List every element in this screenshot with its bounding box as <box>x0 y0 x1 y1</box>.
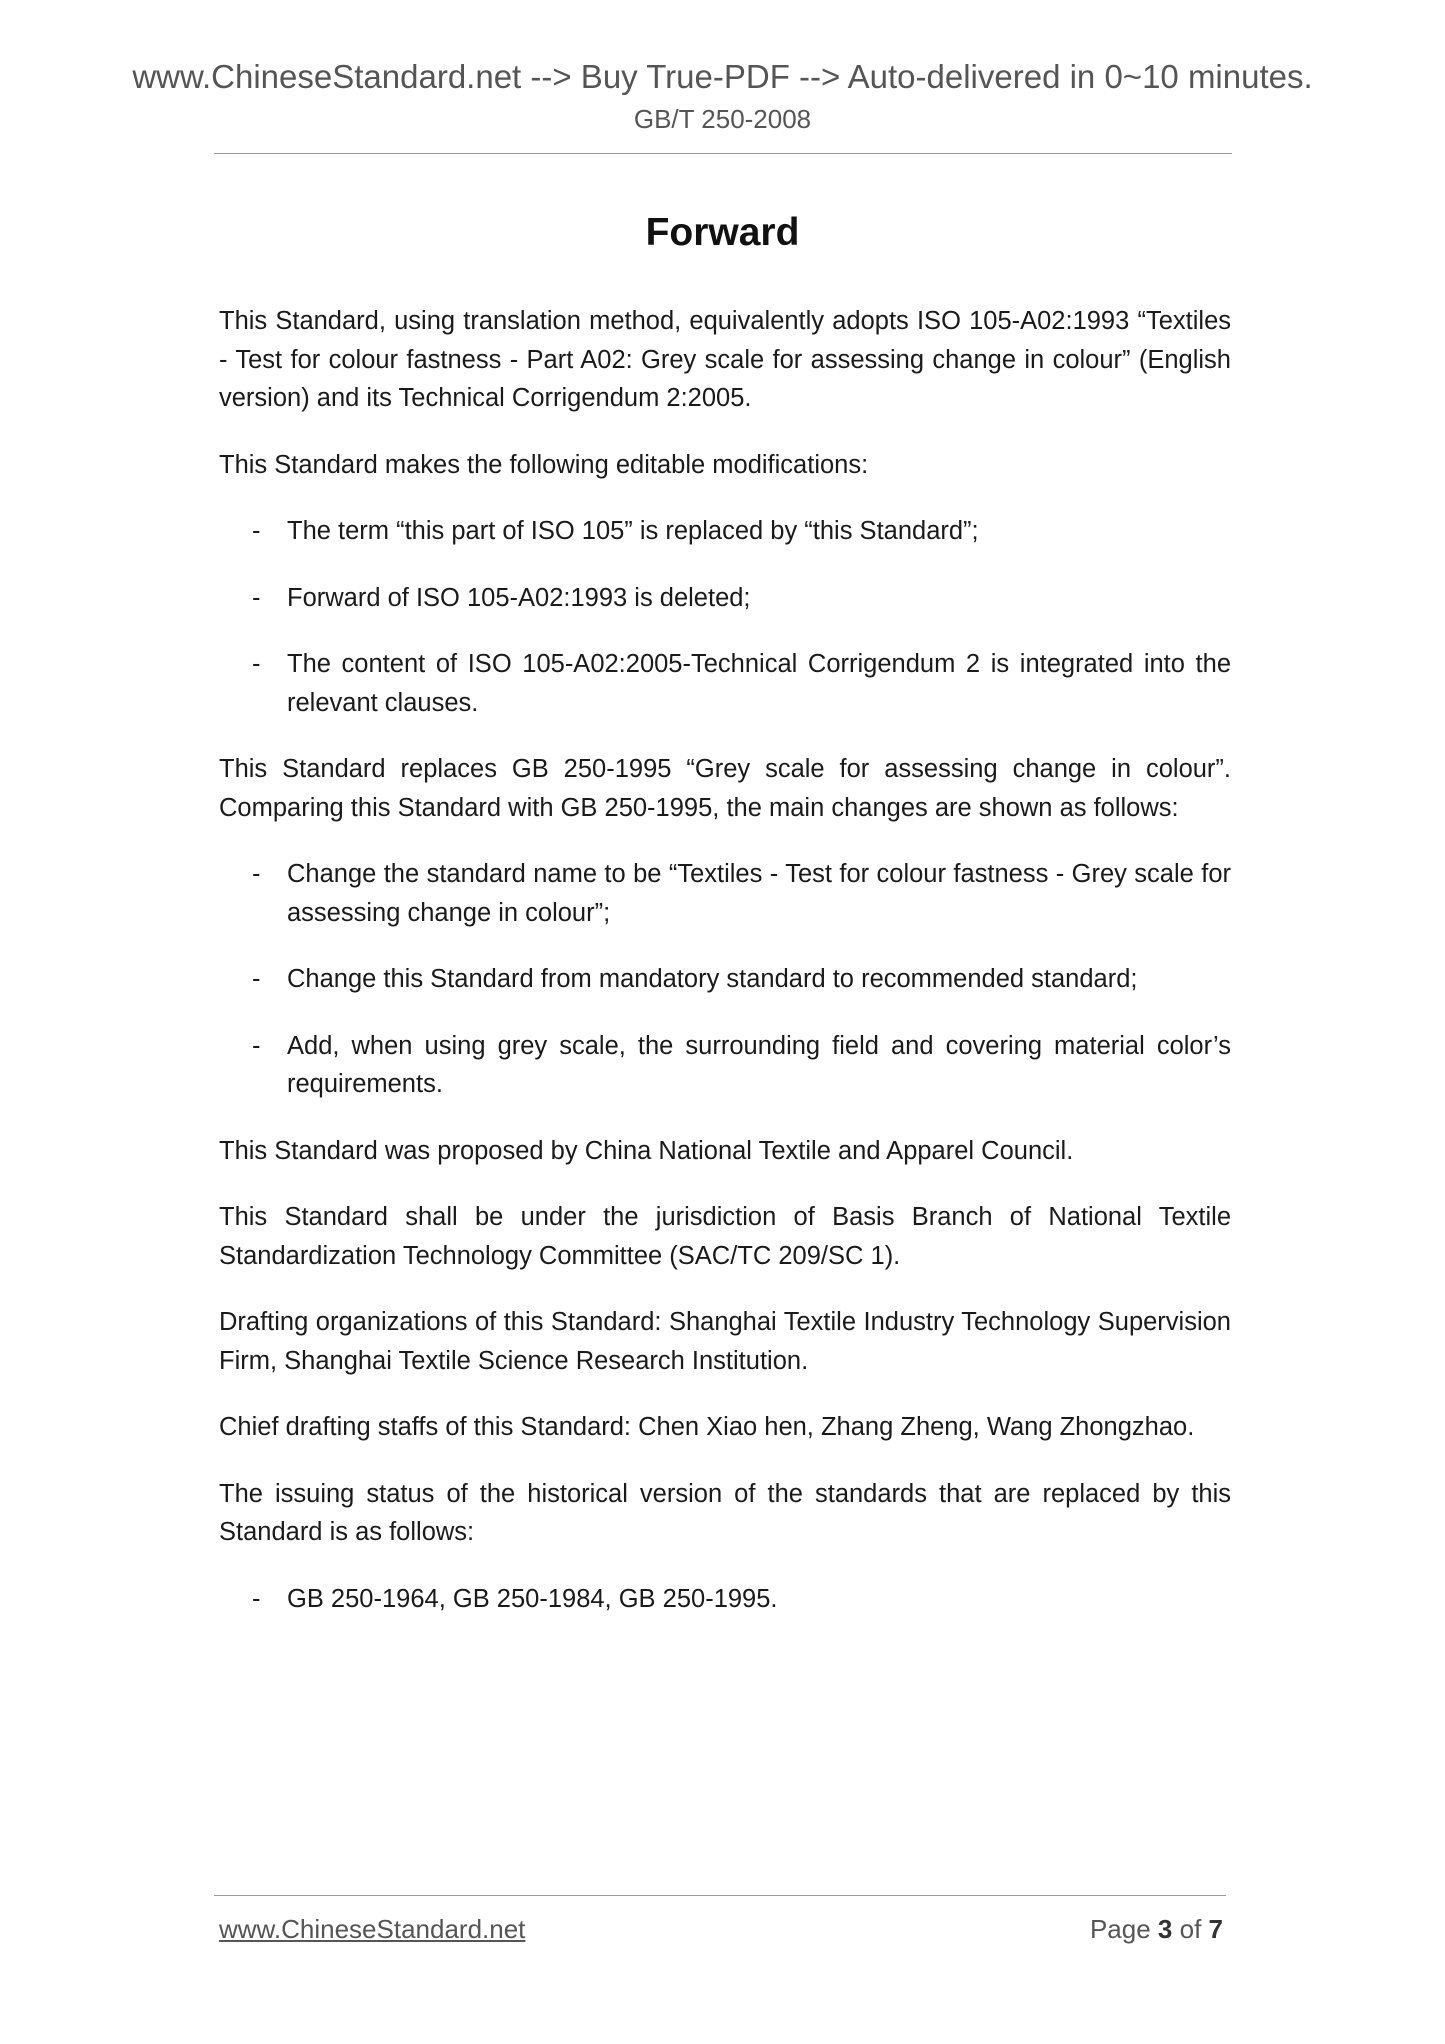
paragraph-jurisdiction: This Standard shall be under the jurisdiction of Basis Branch of National Textile Standardization Technology Committee (SAC/TC 209/SC 1). <box>219 1203 1231 1270</box>
list-item-text: The content of ISO 105-A02:2005-Technical Corrigendum 2 is integrated into the relevant clauses. <box>287 650 1231 717</box>
list-item <box>219 1580 1231 1619</box>
list-item-text: Change this Standard from mandatory standard to recommended standard; <box>287 965 1138 993</box>
list-item <box>219 960 1231 999</box>
bullet-dash: - <box>252 517 261 545</box>
paragraph-proposed-by: This Standard was proposed by China National Textile and Apparel Council. <box>219 1136 1074 1165</box>
document-body <box>219 302 1231 1646</box>
list-item-text: The term “this part of ISO 105” is replaced by “this Standard”; <box>287 517 979 545</box>
page-of-label: of <box>1179 1914 1202 1944</box>
list-item <box>219 512 1231 551</box>
paragraph-drafting-staff: Chief drafting staffs of this Standard: Chen Xiao hen, Zhang Zheng, Wang Zhongzhao. <box>219 1413 1195 1441</box>
footer-divider <box>214 1895 1226 1896</box>
paragraph-history-intro: The issuing status of the historical version of the standards that are replaced by this Standard is as follows: <box>219 1479 1231 1546</box>
paragraph-drafting-organizations: Drafting organizations of this Standard: Shanghai Textile Industry Technology Supervision Firm, Shanghai Textile Science Research Institution. <box>219 1308 1231 1375</box>
list-item-text: GB 250-1964, GB 250-1984, GB 250-1995. <box>287 1584 778 1613</box>
header-divider <box>214 153 1232 154</box>
list-item <box>219 579 1231 618</box>
list-item-text: Forward of ISO 105-A02:1993 is deleted; <box>287 583 751 612</box>
bullet-dash: - <box>252 965 261 993</box>
paragraph-adoption: This Standard, using translation method, equivalently adopts ISO 105-A02:1993 “Textiles - Test for colour fastness - Part A02: Grey scale for assessing change in colour” (English version) and its Technical Corrigendum 2:2005. <box>219 307 1231 412</box>
list-item-text: Change the standard name to be “Textiles - Test for colour fastness - Grey scale for assessing change in colour”; <box>287 860 1231 927</box>
paragraph-modifications-intro: This Standard makes the following editable modifications: <box>219 450 869 479</box>
bullet-dash: - <box>252 650 261 678</box>
page-label: Page <box>1089 1914 1151 1944</box>
bullet-dash: - <box>252 1584 261 1613</box>
standard-code: GB/T 250-2008 <box>633 104 812 134</box>
bullet-dash: - <box>252 860 261 888</box>
footer-website-link[interactable]: www.ChineseStandard.net <box>219 1914 526 1944</box>
page-number <box>1090 1914 1223 1945</box>
paragraph-replacement: This Standard replaces GB 250-1995 “Grey scale for assessing change in colour”. Comparing this Standard with GB 250-1995, the main changes are shown as follows: <box>219 755 1231 822</box>
bullet-dash: - <box>252 1031 261 1060</box>
bullet-dash: - <box>252 583 261 612</box>
list-item <box>219 855 1231 932</box>
header-banner: www.ChineseStandard.net --> Buy True-PDF --> Auto-delivered in 0~10 minutes. <box>132 58 1313 95</box>
page-total: 7 <box>1208 1914 1223 1944</box>
list-item-text: Add, when using grey scale, the surrounding field and covering material color’s requirements. <box>287 1031 1231 1098</box>
page-current: 3 <box>1157 1914 1173 1944</box>
page-title: Forward <box>645 211 800 254</box>
list-item <box>219 645 1231 722</box>
list-item <box>219 1027 1231 1104</box>
